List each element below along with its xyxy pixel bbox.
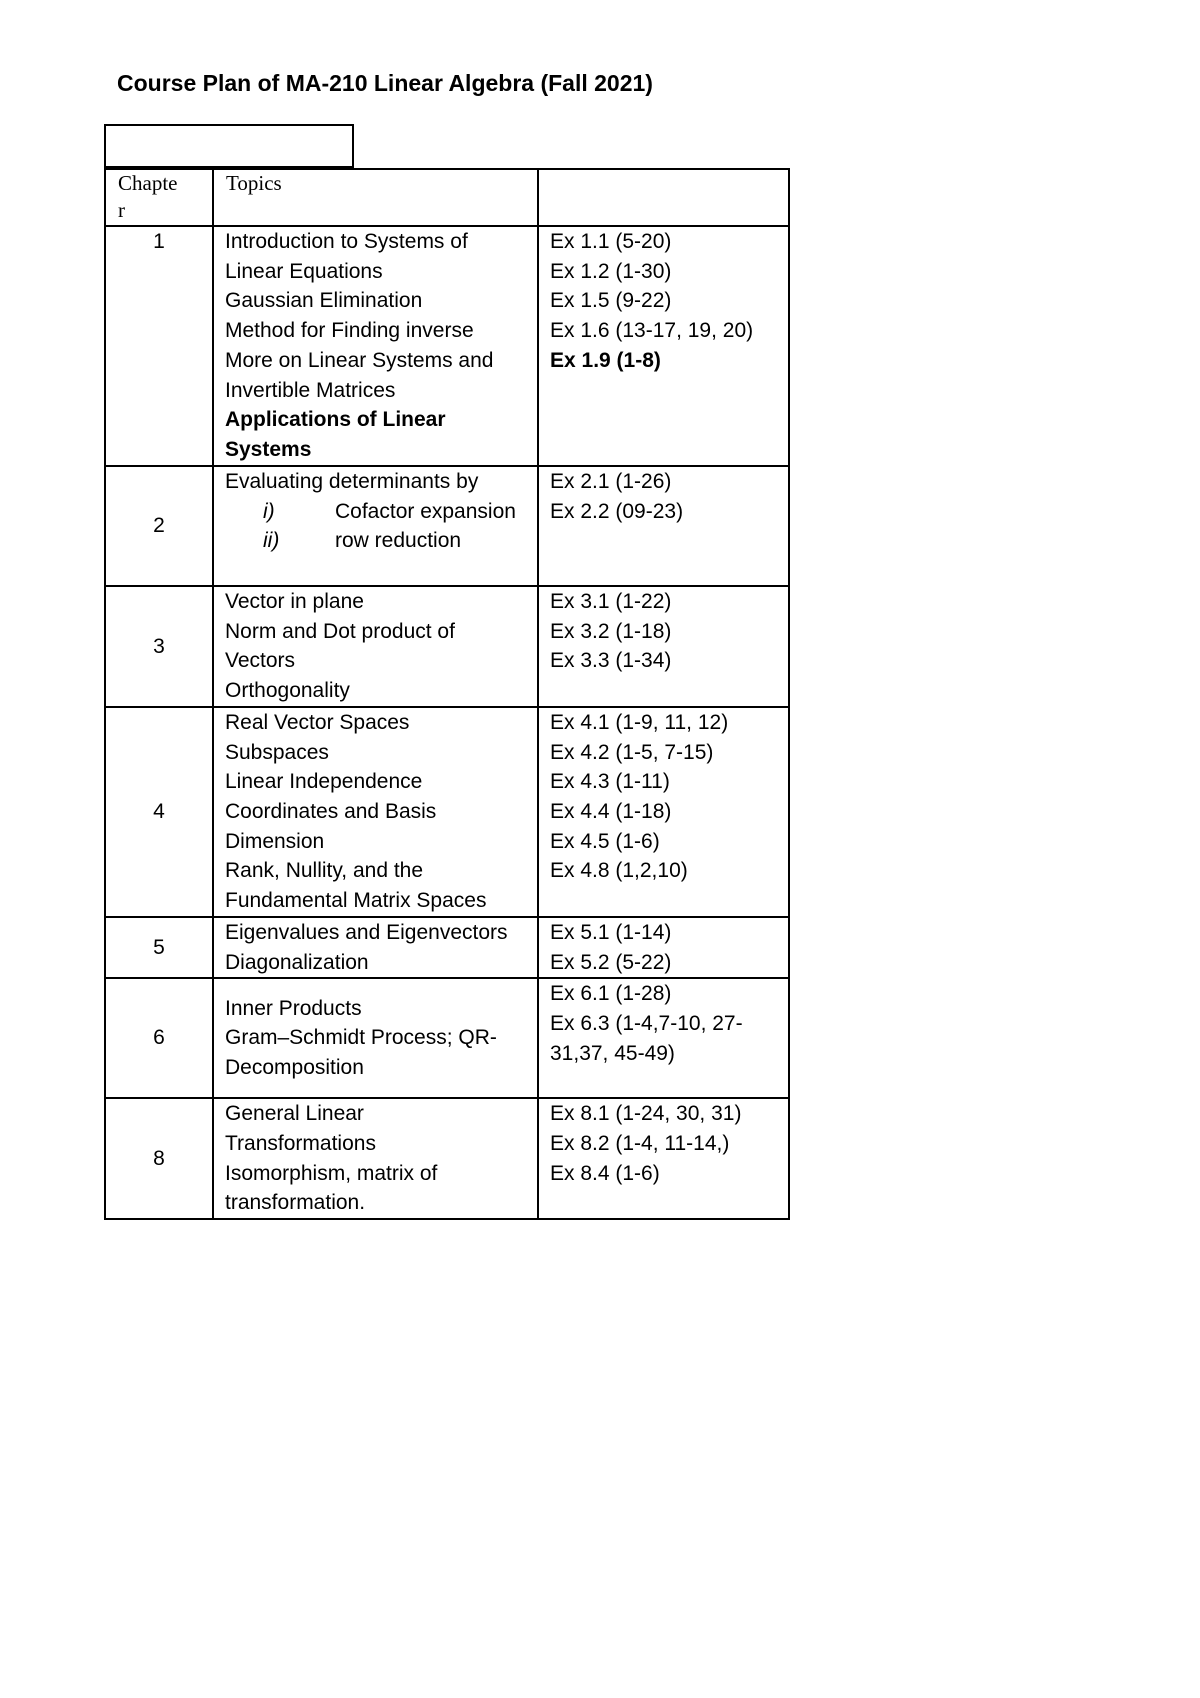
topic-line: General Linear (225, 1102, 364, 1126)
table-row (105, 707, 789, 917)
topic-line: Vectors (225, 649, 296, 673)
topic-subitem (225, 497, 537, 527)
exercise-line: Ex 4.1 (1-9, 11, 12) (550, 710, 729, 734)
topic-line: Decomposition (225, 1056, 364, 1080)
topic-line: Applications of Linear (225, 408, 446, 432)
exercise-line: Ex 2.1 (1-26) (550, 470, 672, 493)
roman-numeral: i) (263, 499, 275, 523)
chapter-number: 8 (105, 1098, 213, 1219)
chapter-number: 3 (105, 586, 213, 707)
table-row (105, 978, 789, 1098)
header-chapter-line2: r (118, 198, 125, 222)
chapter-number: 5 (105, 917, 213, 978)
topic-line: Introduction to Systems of (225, 230, 468, 253)
topics-cell (213, 466, 538, 586)
topic-line: Isomorphism, matrix of (225, 1161, 438, 1185)
topic-line: Fundamental Matrix Spaces (225, 889, 487, 913)
topic-line: Inner Products (225, 996, 362, 1020)
exercise-line: Ex 2.2 (09-23) (550, 499, 684, 523)
topic-subitem-text: Cofactor expansion (335, 499, 516, 523)
exercise-line: Ex 4.4 (1-18) (550, 799, 672, 823)
exercise-line: Ex 3.1 (1-22) (550, 590, 672, 613)
exercise-line: Ex 3.3 (1-34) (550, 649, 672, 673)
exercise-line: Ex 8.1 (1-24, 30, 31) (550, 1102, 742, 1126)
topic-line: transformation. (225, 1191, 366, 1215)
topics-cell (213, 1098, 538, 1219)
topic-line: Gaussian Elimination (225, 289, 423, 313)
topics-cell (213, 226, 538, 466)
topic-line: Coordinates and Basis (225, 799, 437, 823)
exercises-cell (538, 917, 789, 978)
chapter-number: 4 (105, 707, 213, 917)
exercise-line: Ex 4.2 (1-5, 7-15) (550, 740, 714, 764)
header-topics: Topics (213, 169, 538, 226)
chapter-number: 2 (105, 466, 213, 586)
exercise-line: 31,37, 45-49) (550, 1041, 675, 1065)
exercises-cell (538, 1098, 789, 1219)
exercises-cell (538, 226, 789, 466)
exercise-line: Ex 4.3 (1-11) (550, 770, 670, 794)
exercise-line: Ex 1.9 (1-8) (550, 348, 661, 372)
topics-cell (213, 917, 538, 978)
topic-line: Subspaces (225, 740, 329, 764)
chapter-number: 6 (105, 978, 213, 1098)
exercise-line: Ex 1.1 (5-20) (550, 230, 672, 253)
topic-line: Systems (225, 437, 312, 461)
topic-line: Real Vector Spaces (225, 710, 410, 734)
exercises-cell (538, 707, 789, 917)
topic-subitem-text: row reduction (335, 529, 462, 553)
topics-cell (213, 707, 538, 917)
table-row (105, 1098, 789, 1219)
table-header-row (105, 169, 789, 226)
header-chapter (105, 169, 213, 226)
topic-line: More on Linear Systems and (225, 348, 494, 372)
topic-line: Gram–Schmidt Process; QR- (225, 1026, 497, 1050)
topic-line: Diagonalization (225, 950, 369, 974)
topic-line: Norm and Dot product of (225, 619, 455, 643)
table-row (105, 586, 789, 707)
topic-line: Evaluating determinants by (225, 470, 479, 493)
topic-line: Method for Finding inverse (225, 319, 474, 343)
exercise-line: Ex 5.1 (1-14) (550, 920, 672, 944)
topic-line: Eigenvalues and Eigenvectors (225, 920, 508, 944)
table-row (105, 226, 789, 466)
topic-line: Dimension (225, 829, 325, 853)
exercise-line: Ex 1.5 (9-22) (550, 289, 672, 313)
exercise-line: Ex 6.3 (1-4,7-10, 27- (550, 1011, 743, 1035)
roman-numeral: ii) (263, 529, 280, 553)
course-plan-table (104, 168, 790, 1220)
topic-line: Rank, Nullity, and the (225, 859, 424, 883)
exercise-line: Ex 1.6 (13-17, 19, 20) (550, 319, 754, 343)
exercises-cell (538, 978, 789, 1098)
header-exercises (538, 169, 789, 226)
header-chapter-line1: Chapte (118, 171, 178, 195)
page-title: Course Plan of MA-210 Linear Algebra (Fall 2021) (117, 70, 653, 96)
table-row (105, 466, 789, 586)
topic-line: Transformations (225, 1131, 376, 1155)
table-row (105, 917, 789, 978)
topic-line: Linear Equations (225, 259, 383, 283)
exercise-line: Ex 6.1 (1-28) (550, 982, 672, 1006)
chapter-number: 1 (105, 226, 213, 466)
empty-header-box (104, 124, 354, 168)
exercise-line: Ex 8.4 (1-6) (550, 1161, 660, 1185)
exercise-line: Ex 4.5 (1-6) (550, 829, 660, 853)
exercises-cell (538, 466, 789, 586)
topics-cell (213, 978, 538, 1098)
exercise-line: Ex 8.2 (1-4, 11-14,) (550, 1131, 730, 1155)
topic-line: Invertible Matrices (225, 378, 396, 402)
exercise-line: Ex 5.2 (5-22) (550, 950, 672, 974)
exercise-line: Ex 4.8 (1,2,10) (550, 859, 688, 883)
exercise-line: Ex 1.2 (1-30) (550, 259, 672, 283)
exercise-line: Ex 3.2 (1-18) (550, 619, 672, 643)
topic-subitem (225, 526, 537, 556)
topic-line: Vector in plane (225, 590, 364, 613)
topic-line: Linear Independence (225, 770, 423, 794)
topic-line: Orthogonality (225, 679, 350, 703)
topics-cell (213, 586, 538, 707)
exercises-cell (538, 586, 789, 707)
